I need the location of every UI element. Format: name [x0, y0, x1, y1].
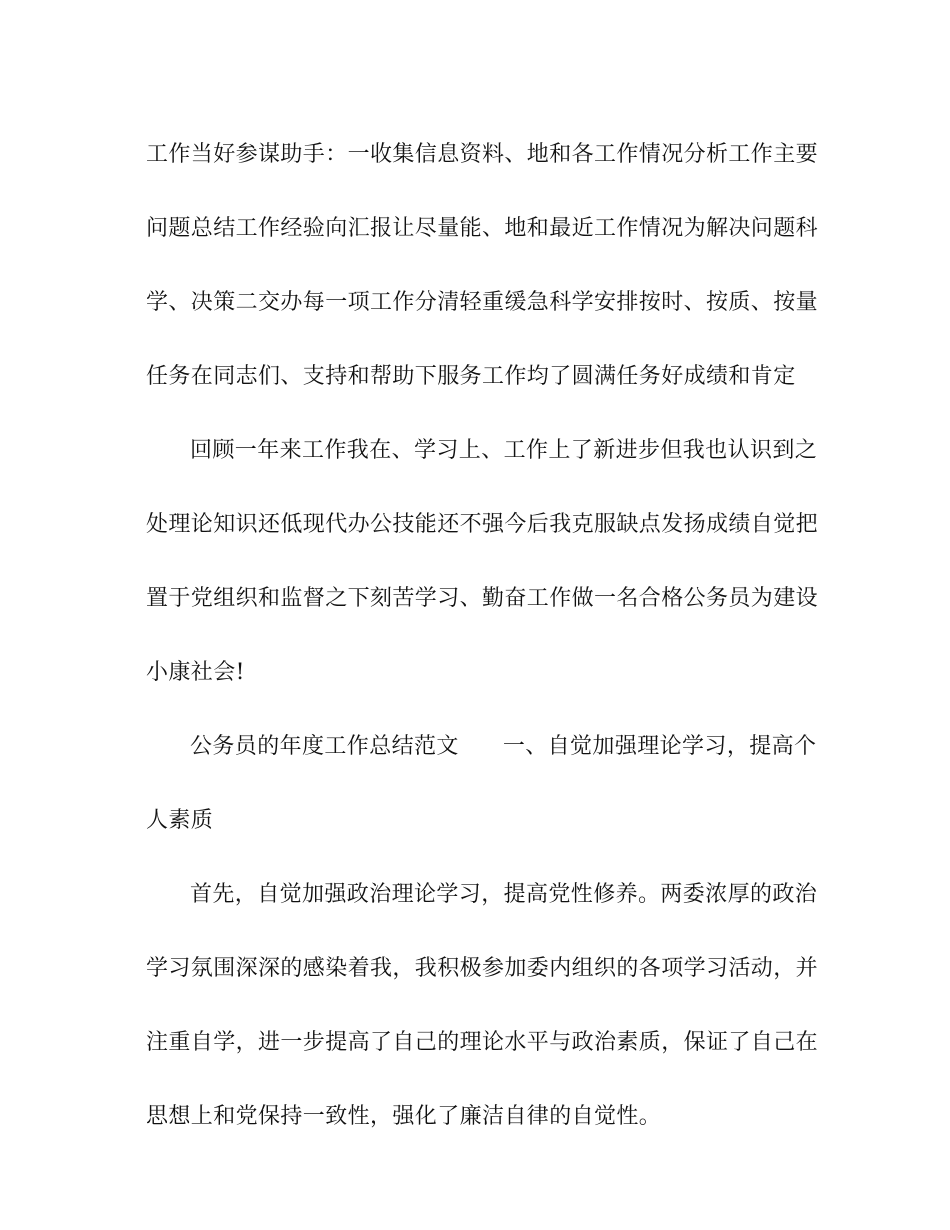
- paragraph-section-heading: [146, 710, 817, 858]
- text-line: [146, 710, 817, 784]
- text-line: 小康社会!: [146, 660, 245, 685]
- paragraph-political-study: [146, 858, 819, 1154]
- text-line: 回顾一年来工作我在、学习上、工作上了新进步但我也认识到之: [190, 438, 818, 463]
- text-line: 问题总结工作经验向汇报让尽量能、地和最近工作情况为解决问题科: [146, 216, 819, 241]
- text-line: 人素质: [146, 808, 214, 833]
- text-line: 学、决策二交办每一项工作分清轻重缓急科学安排按时、按质、按量: [146, 290, 819, 315]
- text-line: 注重自学，进一步提高了自己的理论水平与政治素质，保证了自己在: [146, 1030, 819, 1055]
- text-line: 首先，自觉加强政治理论学习，提高党性修养。两委浓厚的政治: [190, 882, 818, 907]
- text-line: 处理论知识还低现代办公技能还不强今后我克服缺点发扬成绩自觉把: [146, 512, 819, 537]
- text-line: 思想上和党保持一致性，强化了廉洁自律的自觉性。: [146, 1104, 662, 1129]
- document-body: [146, 118, 819, 1154]
- document-title: 公务员的年度工作总结范文: [190, 734, 459, 759]
- text-line: 置于党组织和监督之下刻苦学习、勤奋工作做一名合格公务员为建设: [146, 586, 819, 611]
- paragraph-service-work: [146, 118, 819, 414]
- text-line: 工作当好参谋助手：一收集信息资料、地和各工作情况分析工作主要: [146, 142, 819, 167]
- paragraph-review: [146, 414, 819, 710]
- section-heading: 一、自觉加强理论学习，提高个: [502, 734, 817, 759]
- text-line: 学习氛围深深的感染着我，我积极参加委内组织的各项学习活动，并: [146, 956, 819, 981]
- text-line: 任务在同志们、支持和帮助下服务工作均了圆满任务好成绩和肯定: [146, 364, 796, 389]
